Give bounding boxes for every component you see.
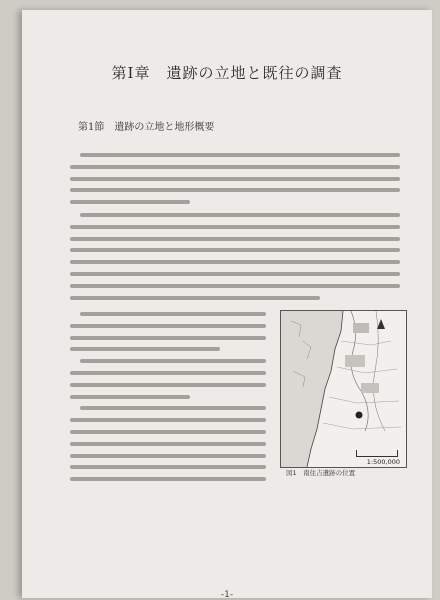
text-line (70, 454, 266, 458)
text-line (70, 371, 266, 375)
site-marker-icon (356, 412, 363, 419)
text-line (70, 188, 400, 192)
text-line (70, 395, 190, 399)
text-line (70, 225, 400, 229)
text-line (70, 477, 266, 481)
map-scale: 1:500,000 (366, 458, 400, 466)
text-line (70, 200, 190, 204)
text-line (80, 406, 266, 410)
text-line (70, 465, 266, 469)
text-line (70, 347, 220, 351)
section-heading: 第1節 遺跡の立地と地形概要 (78, 122, 215, 133)
text-line (70, 260, 400, 264)
text-line (70, 418, 266, 422)
text-line (70, 237, 400, 241)
text-line (70, 284, 400, 288)
location-map-figure (280, 310, 407, 468)
text-line (70, 336, 266, 340)
scale-bar (356, 450, 398, 457)
location-map (281, 311, 406, 467)
text-line (70, 383, 266, 387)
text-line (70, 248, 400, 252)
text-line (70, 430, 266, 434)
text-line (80, 153, 400, 157)
text-line (70, 165, 400, 169)
text-line (70, 177, 400, 181)
chapter-title: 第Ⅰ章 遺跡の立地と既往の調査 (111, 64, 343, 82)
text-line (70, 324, 266, 328)
text-line (80, 359, 266, 363)
text-line (80, 312, 266, 316)
book-page (22, 10, 432, 598)
north-arrow-icon (377, 319, 385, 329)
text-line (70, 296, 320, 300)
page-number: -1- (220, 590, 234, 600)
figure-caption: 図1 南住吉遺跡の位置 (286, 469, 356, 477)
text-line (80, 213, 400, 217)
text-line (70, 272, 400, 276)
text-line (70, 442, 266, 446)
